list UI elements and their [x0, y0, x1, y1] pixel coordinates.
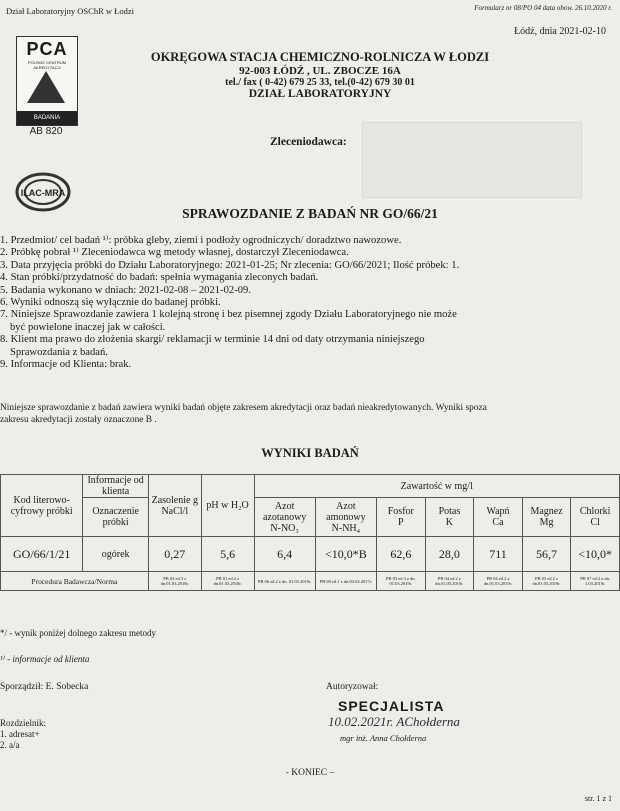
- pca-logo: PCA POLSKIE CENTRUM AKREDYTACJI BADANIA: [16, 36, 78, 126]
- cell-ph: 5,6: [201, 537, 254, 572]
- header-potassium: Potas K: [425, 498, 474, 537]
- org-address: 92-003 ŁÓDŹ , UL. ZBOCZE 16A: [239, 65, 401, 77]
- header-ph: pH w H₂O: [201, 475, 254, 537]
- procedure-cell: PB 07 ed.2 z dn. 1.03.2019r.: [571, 572, 620, 591]
- results-title: WYNIKI BADAŃ: [261, 446, 359, 460]
- page-number: str. 1 z 1: [584, 794, 612, 803]
- cell-value: 56,7: [522, 537, 571, 572]
- header-code: Kod literowo-cyfrowy próbki: [1, 475, 83, 537]
- signature: 10.02.2021r. AChołderna: [328, 714, 460, 729]
- header-magnesium: Magnez Mg: [522, 498, 571, 537]
- procedure-cell: PB 06 ed.2 z dn. 01.03.2019r.: [254, 572, 315, 591]
- header-phosphorus: Fosfor P: [377, 498, 426, 537]
- specialist-stamp: SPECJALISTA: [338, 698, 445, 714]
- list-item: 9. Informacje od Klienta: brak.: [0, 359, 132, 371]
- client-label: Zleceniodawca:: [270, 136, 347, 148]
- procedure-cell: PB 05 ed.2 z dn.01.03.2019r.: [522, 572, 571, 591]
- table-row: [1, 537, 620, 572]
- list-item: być powielone inaczej jak w całości.: [10, 321, 166, 333]
- procedure-cell: PB 69 ed.1 z dn.03.04.2017r.: [315, 572, 376, 591]
- list-item: 8. Klient ma prawo do złożenia skargi/ reklamacji w terminie 14 dni od daty otrzymania niniejszego: [0, 334, 425, 346]
- cell-value: 62,6: [377, 537, 426, 572]
- procedure-cell: PB 04 ed.2 z dn.01.03.2019r.: [474, 572, 523, 591]
- list-item: 4. Stan próbki/przydatność do badań: spełnia wymagania zleconych badań.: [0, 272, 319, 284]
- cell-value: <10,0*: [571, 537, 620, 572]
- list-item: Sprawozdania z badań.: [10, 346, 108, 358]
- procedure-cell: PB 04 ed.2 z dn.01.03.2019r.: [425, 572, 474, 591]
- cell-value: 6,4: [254, 537, 315, 572]
- table-row: [1, 572, 620, 591]
- list-item: 1. adresat+: [0, 729, 40, 739]
- header-designation: Oznaczenie próbki: [83, 498, 148, 537]
- cell-designation: ogórek: [83, 537, 148, 572]
- header-azot-n03: Azot azotanowy N-NO₃: [254, 498, 315, 537]
- header-salinity: Zasolenie g NaCl/l: [148, 475, 201, 537]
- list-item: 2. Próbkę pobrał ¹⁾ Zleceniodawca wg metody własnej, dostarczył Zleceniodawca.: [0, 247, 349, 259]
- procedure-cell: PB 03 ed.3 z dn. 01.03.2019r.: [377, 572, 426, 591]
- cell-value: 711: [474, 537, 523, 572]
- list-item: 1. Przedmiot/ cel badań ¹⁾: próbka gleby, ziemi i podłoży ogrodniczych/ doradztwo nawozowe.: [0, 235, 402, 246]
- list-item: 3. Data przyjęcia próbki do Działu Laboratoryjnego: 2021-01-25; Nr zlecenia: GO/66/2021; Ilość próbek: 1.: [0, 259, 460, 271]
- accreditation-number: AB 820: [29, 126, 63, 137]
- cell-salinity: 0,27: [148, 537, 201, 572]
- procedure-cell: PB 02 ed.3 z dn.01.03.2018r.: [148, 572, 201, 591]
- distribution-list: Rozdzielnik: 1. adresat+ 2. a/a: [0, 718, 46, 750]
- header-azot-nh4: Azot amonowy N-NH₄: [315, 498, 376, 537]
- list-item: 6. Wyniki odnoszą się wyłącznie do badanej próbki.: [0, 297, 221, 309]
- org-phone: tel./ fax ( 0-42) 679 25 33, tel.(0-42) 679 30 01: [225, 77, 415, 88]
- header-calcium: Wapń Ca: [474, 498, 523, 537]
- signer-name: mgr inż. Anna Chołderna: [340, 733, 427, 743]
- form-number: Formularz nr 08/PO 04 data obow. 26.10.2020 r.: [474, 4, 612, 12]
- list-item: 5. Badania wykonano w dniach: 2021-02-08 – 2021-02-09.: [0, 284, 251, 296]
- results-table: [0, 474, 620, 591]
- procedure-cell: PB 01 ed.2 z dn.01.03.2018r.: [201, 572, 254, 591]
- organization-header: [80, 50, 560, 100]
- client-address-redacted: [362, 122, 582, 198]
- end-marker: - KONIEC –: [285, 768, 335, 778]
- list-item: 7. Niniejsze Sprawozdanie zawiera 1 kolejną stronę i bez pisemnej zgody Działu Laboratoryjnego nie może: [0, 309, 457, 321]
- lab-name-header: Dział Laboratoryjny OSChR w Łodzi: [6, 6, 134, 16]
- procedure-label: Procedura Badawcza/Norma: [1, 572, 149, 591]
- report-title: SPRAWOZDANIE Z BADAŃ NR GO/66/21: [182, 206, 438, 221]
- header-content: Zawartość w mg/l: [254, 475, 620, 498]
- org-name: OKRĘGOWA STACJA CHEMICZNO-ROLNICZA W ŁODZI: [150, 50, 490, 64]
- cell-code: GO/66/1/21: [1, 537, 83, 572]
- footnote-client: ¹⁾ - informacje od klienta: [0, 654, 90, 664]
- header-chlorides: Chlorki Cl: [571, 498, 620, 537]
- svg-text:ILAC-MRA: ILAC-MRA: [20, 188, 66, 198]
- cell-value: 28,0: [425, 537, 474, 572]
- header-client-info: Informacje od klienta: [83, 475, 148, 498]
- pca-emblem-icon: [27, 71, 65, 103]
- place-date: Łódź, dnia 2021-02-10: [514, 26, 606, 37]
- report-items: [0, 235, 620, 371]
- accreditation-note: Niniejsze sprawozdanie z badań zawiera wyniki badań objęte zakresem akredytacji oraz badań nieakredytowanych. Wyniki spoza zakresu akredytacji zostały oznaczone B .: [0, 403, 487, 425]
- org-department: DZIAŁ LABORATORYJNY: [248, 88, 392, 100]
- list-item: 2. a/a: [0, 740, 20, 750]
- prepared-by: Sporządził: E. Sobecka: [0, 682, 89, 692]
- footnote-method: */ - wynik poniżej dolnego zakresu metody: [0, 628, 156, 638]
- authorized-label: Autoryzował:: [326, 682, 379, 692]
- cell-value: <10,0*B: [315, 537, 376, 572]
